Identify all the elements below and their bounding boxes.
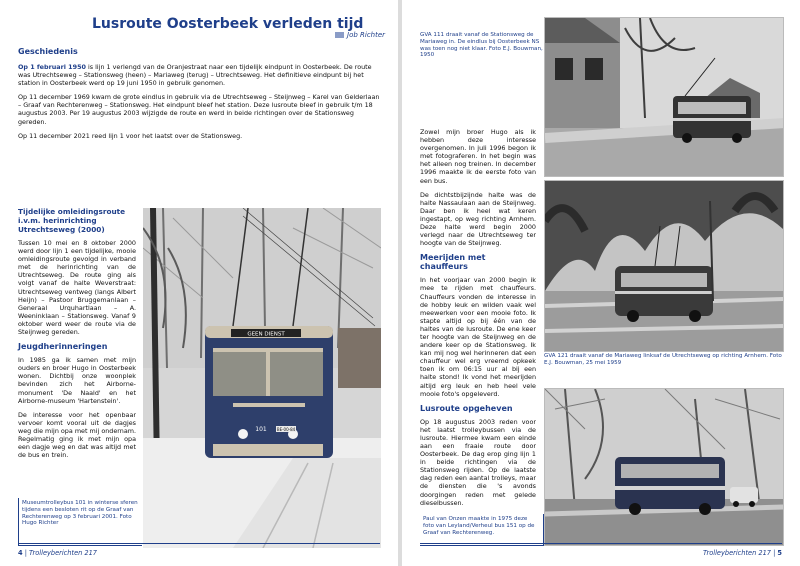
page-number-right: 5: [777, 549, 782, 557]
right-paragraph-1: Zowel mijn broer Hugo als ik hebben deze interesse overgenomen. In juli 1996 begon ik met fotograferen. In het begin was het alleen nog treinen. In december 1996 maakte ik de eerste foto van een bus.: [420, 128, 536, 185]
footer-rule-right: [420, 543, 782, 544]
magazine-name-left: Trolleyberichten 217: [29, 549, 97, 557]
detour-paragraph: Tussen 10 mei en 8 oktober 2000 werd door lijn 1 een tijdelijke, mooie omleidingsroute gevolgd in verband met de herinrichting van de Utrechtseweg. De route ging als volgt vanaf de halte Weverstraat: Utrechtseweg ventweg (langs Albert Heijn) – Pastoor Bruggemanlaan – Generaal Urquhartlaan – A. Weeninklaan – Stationsweg. Vanaf 9 oktober werd weer de route via de Steijnweg gereden.: [18, 239, 136, 337]
photo-gva-111-image: [545, 18, 784, 177]
author-icon: [335, 32, 344, 38]
right-paragraph-3: In het voorjaar van 2000 begin ik mee te rijden met chauffeurs. Chauffeurs vonden de interesse in de hobby leuk en wilden vaak wel meewerken voor een mooie foto. Ik stapte altijd op bij één van de haltes van de lusroute. De ene keer ter hoogte van de Steijnweg en de andere keer op de Stationsweg. Ik kan mij nog wel herinneren dat een chauffeur wel erg vreemd opkeek toen ik om 06:15 uur al bij een halte stond! Ik vond het meerijden altijd erg leuk en heb heel vele mooie foto's opgeleverd.: [420, 276, 536, 398]
right-paragraph-4: Op 18 augustus 2003 reden voor het laatst trolleybussen via de lusroute. Hiermee kwam een einde aan een fraaie route door Oosterbeek. De dag erop ging lijn 1 in beide richtingen via de Stationsweg rijden. Op de laatste dag reden een aantal trolleys, maar de diensten die 's avonds doorgingen reden met gelede dieselbussen.: [420, 417, 536, 507]
left-narrow-column: [18, 207, 136, 465]
magazine-name-right: Trolleyberichten 217: [703, 549, 771, 557]
history-paragraph-2: Op 11 december 1969 kwam de grote eindlus in gebruik via de Utrechtseweg – Steijnweg – Karel van Gelderlaan – Graaf van Rechterenweg – Stationsweg. Het eindpunt bleef het station. Deze lusroute bleef in gebruik t/m 18 augustus 2003. Per 19 augustus 2003 wijzigde de route en werd in beide richtingen over de Stationsweg gereden.: [18, 93, 380, 126]
left-page: [0, 0, 398, 566]
bus-license-plate: BE-00-84: [276, 427, 296, 432]
right-text-column: [420, 128, 536, 513]
history-p1-text: is lijn 1 verlengd van de Oranjestraat naar een tijdelijk eindpunt in Oosterbeek. De route was Utrechtseweg – Stationsweg (heen) – Mariaweg (terug) – Utrechtseweg. Het definitieve eindpunt bij het station in Oosterbeek werd op 19 juni 1950 in gebruik genomen.: [18, 63, 372, 88]
footer-right: Trolleyberichten 217 | 5: [703, 549, 782, 557]
snow-scene-image: [143, 208, 381, 548]
footer-rule: [18, 543, 380, 544]
photo-gva-121-image: [545, 181, 784, 352]
heading-riding-along: Meerijden met chauffeurs: [420, 253, 486, 272]
caption-bus-151: Paul van Onzen maakte in 1975 deze foto van Leyland/Verheul bus 151 op de Graaf van Rechterenweg.: [420, 514, 544, 546]
caption-gva-121: GVA 121 draait vanaf de Mariaweg linksaf de Utrechtseweg op richting Arnhem. Foto E.J. Bouwman, 25 mei 1959: [544, 353, 784, 367]
photo-bus-151-image: [545, 389, 784, 546]
footer-left: 4 | Trolleyberichten 217: [18, 549, 97, 557]
caption-gva-111: GVA 111 draait vanaf de Stationsweg de Mariaweg in. De eindlus bij Oosterbeek NS was toen nog niet klaar. Foto E.J. Bouwman, 1950: [420, 32, 543, 59]
right-page: [402, 0, 800, 566]
author-byline: [335, 31, 385, 39]
youth-paragraph-2: De interesse voor het openbaar vervoer komt vooral uit de dagjes weg die mijn opa met mij ondernam. Regelmatig ging ik met mijn opa een dagje weg en dat was altijd met de bus en trein.: [18, 410, 137, 460]
page-number-left: 4: [18, 549, 23, 557]
heading-loop-abolished: Lusroute opgeheven: [420, 403, 513, 413]
section-history: [18, 47, 380, 146]
bus-fleet-number: 101: [255, 426, 267, 433]
photo-trolleybus-101-snow: [143, 208, 381, 548]
history-date-lead: Op 1 februari 1950: [18, 63, 86, 71]
article-title: Lusroute Oosterbeek verleden tijd: [92, 16, 364, 32]
right-paragraph-2: De dichtstbijzijnde halte was de halte Nassaulaan aan de Steijnweg. Daar ben ik heel wat keren ingestapt, op weg richting Arnhem. Deze halte werd begin 2000 verlegd naar de Utrechtseweg ter hoogte van de Steijnweg.: [420, 190, 536, 248]
youth-paragraph-1: In 1985 ga ik samen met mijn ouders en broer Hugo in Oosterbeek wonen. Dichtbij onze woonplek bevinden zich het Airborne-monument 'De Naald' en het Airborne-museum 'Hartenstein'.: [18, 356, 136, 405]
history-paragraph-3: Op 11 december 2021 reed lijn 1 voor het laatst over de Stationsweg.: [18, 131, 243, 140]
heading-detour: Tijdelijke omleidingsroute i.v.m. herinrichting Utrechtseweg (2000): [18, 207, 126, 234]
heading-history: Geschiedenis: [18, 47, 78, 56]
photo-bus-151: [544, 388, 784, 546]
author-name: Job Richter: [347, 31, 386, 39]
history-paragraph-1: [18, 63, 380, 87]
caption-trolleybus-101: Museumtrolleybus 101 in winterse sferen tijdens een besloten rit op de Graaf van Rechterenweg op 3 februari 2001. Foto Hugo Richter: [18, 498, 142, 546]
bus-destination-sign: GEEN DIENST: [247, 331, 285, 338]
photo-gva-121: [544, 180, 784, 352]
photo-gva-111: [544, 17, 784, 177]
heading-youth: Jeugdherinneringen: [18, 342, 108, 352]
